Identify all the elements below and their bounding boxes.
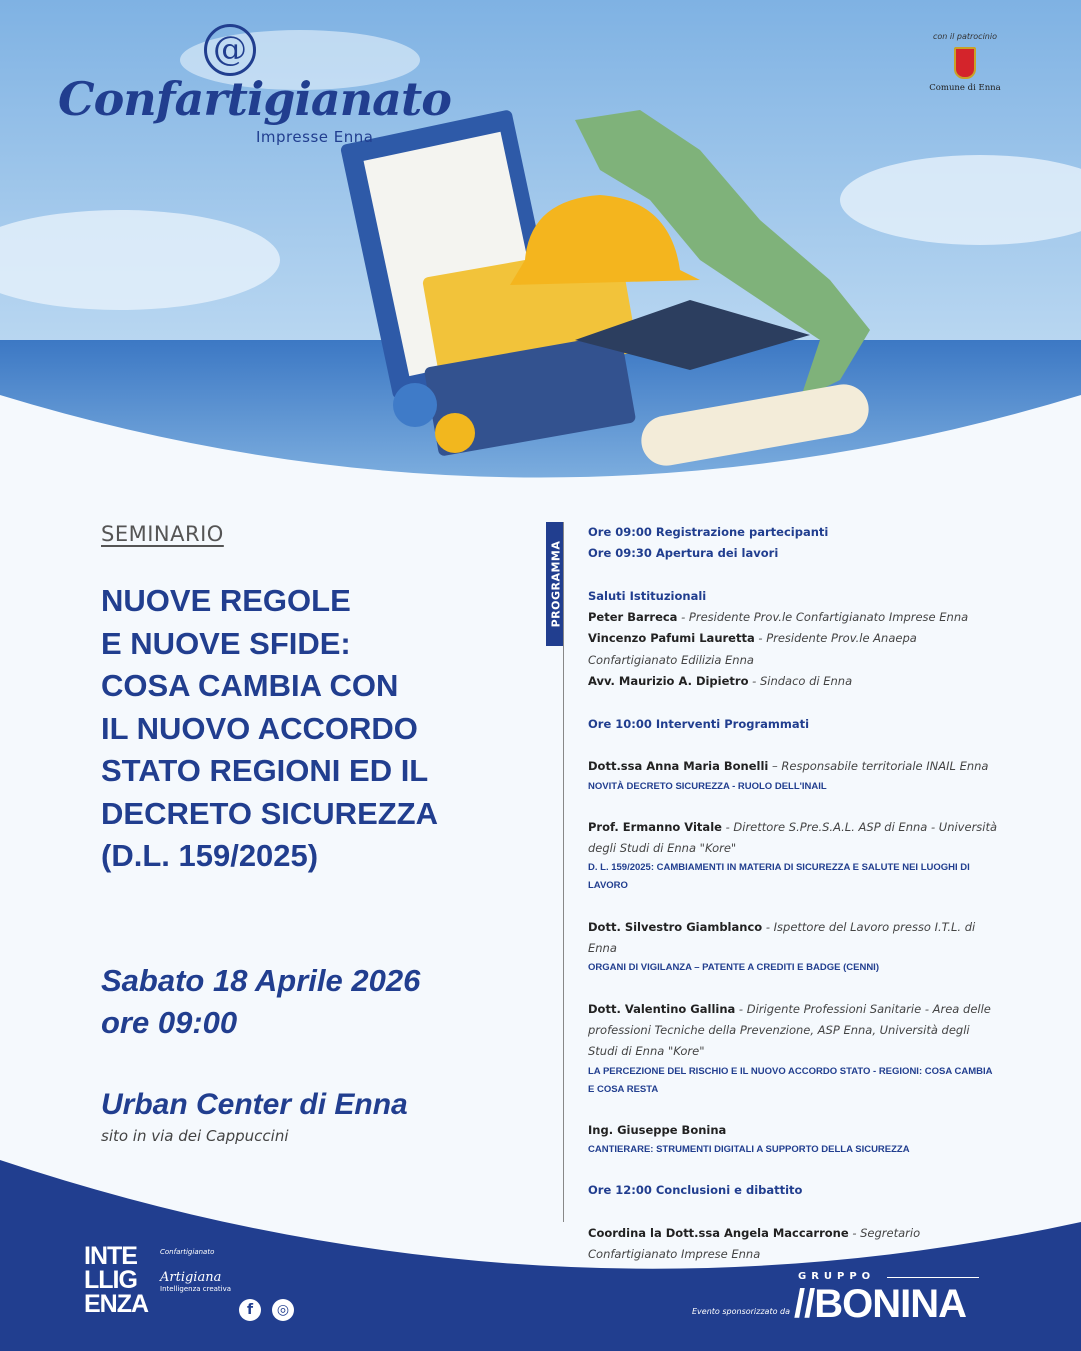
intel-tag: Intelligenza creativa — [160, 1285, 232, 1293]
bonina-logo: //BONINA — [794, 1282, 966, 1326]
event-date: Sabato 18 Aprile 2026 — [101, 963, 421, 998]
section-heading: Saluti Istituzionali — [588, 588, 707, 603]
speaker-role: - Presidente Prov.le Anaepa Confartigianato Edilizia Enna — [588, 631, 917, 667]
speaker-name: Peter Barreca — [588, 610, 678, 625]
title-line: STATO REGIONI ED IL — [101, 753, 429, 788]
speaker-role: - Sindaco di Enna — [748, 674, 853, 689]
speaker-name: Ing. Giuseppe Bonina — [588, 1122, 727, 1137]
patron-name: Comune di Enna — [929, 83, 1001, 93]
title-line: (D.L. 159/2025) — [101, 838, 319, 873]
venue-address: sito in via dei Cappuccini — [101, 1127, 289, 1145]
speaker-topic: NOVITÀ DECRETO SICUREZZA - RUOLO DELL'INAIL — [588, 780, 827, 792]
section-heading: Ore 10:00 Interventi Programmati — [588, 716, 810, 731]
programma-label-bar — [546, 522, 564, 646]
speaker-name: Dott.ssa Anna Maria Bonelli — [588, 759, 769, 774]
confartigianato-logo — [58, 22, 451, 152]
event-venue: Urban Center di Enna — [101, 1088, 408, 1121]
intel-side — [160, 1248, 231, 1293]
title-line: IL NUOVO ACCORDO — [101, 710, 418, 746]
speaker-item — [588, 756, 998, 795]
speaker-name: Dott. Valentino Gallina — [588, 1001, 736, 1016]
intel-line: ENZA — [84, 1290, 149, 1318]
moderator-role: - Segretario Confartigianato Imprese Enna — [588, 1226, 921, 1262]
schedule-item: Ore 09:30 Apertura dei lavori — [588, 546, 779, 561]
speaker-role: - Presidente Prov.le Confartigianato Imprese Enna — [677, 610, 969, 625]
divider — [563, 522, 564, 1222]
greeting-item — [588, 628, 998, 671]
schedule-item: Ore 09:00 Registrazione partecipanti — [588, 525, 829, 539]
speaker-role: - Dirigente Professioni Sanitarie - Area delle professioni Tecniche della Prevenzione, ASP Enna, Università degli Studi di Enna "Kore" — [588, 1001, 991, 1059]
speaker-topic: ORGANI DI VIGILANZA – PATENTE A CREDITI E BADGE (CENNI) — [588, 962, 879, 974]
intel-brand: Confartigianato — [160, 1248, 215, 1256]
intelligenza-artigiana-logo — [84, 1244, 148, 1316]
speaker-role: - Direttore S.Pre.S.A.L. ASP di Enna - Università degli Studi di Enna "Kore" — [588, 819, 998, 856]
section-heading: Ore 12:00 Conclusioni e dibattito — [588, 1183, 803, 1198]
crest-icon — [954, 47, 976, 79]
speaker-item — [588, 917, 998, 978]
logo-symbol: @ — [204, 24, 256, 76]
instagram-icon[interactable]: ◎ — [272, 1299, 294, 1321]
moderator-name: Coordina la Dott.ssa Angela Maccarrone — [588, 1226, 849, 1241]
greeting-item — [588, 607, 998, 628]
intel-line: INTE — [84, 1242, 137, 1270]
speaker-topic: LA PERCEZIONE DEL RISCHIO E IL NUOVO ACCORDO STATO - REGIONI: COSA CAMBIA E COSA RESTA — [588, 1065, 993, 1095]
gruppo-label: GRUPPO — [798, 1271, 876, 1282]
patronage — [925, 32, 1005, 93]
title-line: E NUOVE SFIDE: — [101, 625, 351, 661]
programma-label: PROGRAMMA — [549, 540, 563, 628]
facebook-icon[interactable]: f — [239, 1299, 261, 1321]
event-time: ore 09:00 — [101, 1005, 238, 1040]
speaker-role: - Ispettore del Lavoro presso I.T.L. di Enna — [588, 919, 976, 956]
title-line: COSA CAMBIA CON — [101, 668, 399, 703]
speaker-name: Dott. Silvestro Giamblanco — [588, 919, 763, 934]
speaker-role: – Responsabile territoriale INAIL Enna — [768, 759, 989, 774]
greeting-item — [588, 671, 998, 692]
logo-brand: Confartigianato — [58, 72, 451, 126]
event-datetime — [101, 960, 420, 1044]
speaker-name: Avv. Maurizio A. Dipietro — [588, 674, 749, 689]
title-line: DECRETO SICUREZZA — [101, 795, 439, 831]
logo-subtitle: Impresse Enna — [256, 128, 374, 146]
title-line: NUOVE REGOLE — [101, 583, 351, 618]
intel-line: LLIG — [84, 1266, 137, 1294]
event-type: SEMINARIO — [101, 522, 224, 546]
speaker-topic: CANTIERARE: STRUMENTI DIGITALI A SUPPORTO DELLA SICUREZZA — [588, 1144, 910, 1156]
gruppo-line — [887, 1277, 979, 1278]
speaker-item — [588, 817, 998, 896]
intel-script: Artigiana — [160, 1270, 222, 1285]
speaker-name: Vincenzo Pafumi Lauretta — [588, 631, 755, 646]
patronage-label: con il patrocinio — [932, 32, 997, 41]
speaker-name: Prof. Ermanno Vitale — [588, 819, 722, 834]
event-title — [101, 580, 441, 878]
speaker-topic: D. L. 159/2025: CAMBIAMENTI IN MATERIA DI SICUREZZA E SALUTE NEI LUOGHI DI LAVORO — [588, 862, 970, 892]
speaker-item — [588, 999, 998, 1099]
sponsor-label: Evento sponsorizzato da — [692, 1307, 790, 1316]
